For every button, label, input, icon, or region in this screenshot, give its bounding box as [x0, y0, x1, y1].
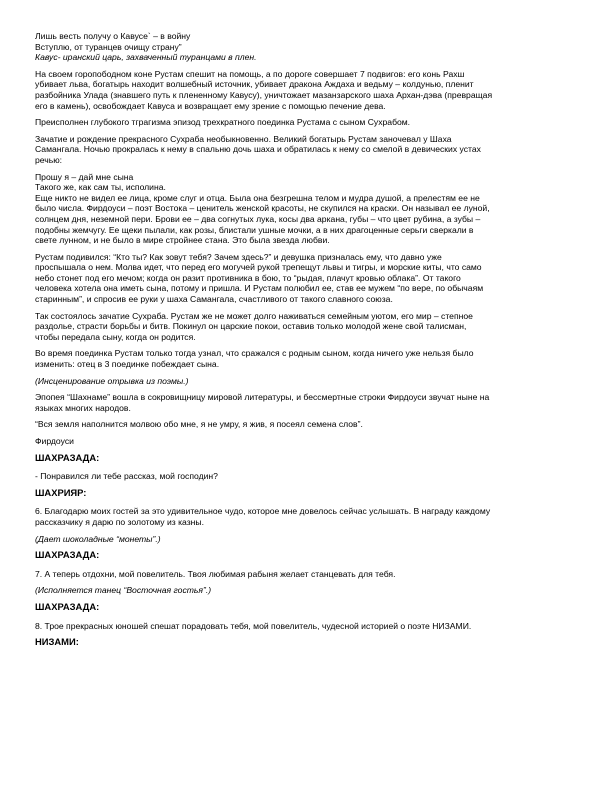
speaker-heading: ШАХРИЯР:	[35, 486, 87, 498]
poem-intro	[35, 31, 583, 63]
text-line: изменить: отец в 3 поединке побеждает сына.	[35, 359, 220, 370]
paragraph-conception	[35, 311, 583, 343]
stage-direction	[35, 534, 583, 545]
text-line: подобны жемчугу. Ее щеки пылали, как розы, блистали ушные мочки, а в них драгоценные серьги сверкали в	[35, 224, 474, 235]
text-line: Эпопея “Шахнаме” вошла в сокровищницу мировой литературы, и бессмертные строки Фирдоуси звучат ныне на	[35, 392, 490, 403]
dialogue-line	[35, 621, 583, 632]
text-line: проспышала о нем. Молва идет, что перед его могучей рукой трепещут львы и тигры, и морские киты, что само	[35, 262, 482, 273]
dialogue-line	[35, 471, 583, 482]
speaker-heading: ШАХРАЗАДА:	[35, 549, 100, 561]
text-line: чтобы передала сыну, когда он родится.	[35, 331, 196, 342]
dialogue-line	[35, 506, 583, 527]
text-line: Прошу я – дай мне сына	[35, 171, 134, 182]
paragraph-shahname	[35, 392, 583, 413]
text-line: 7. А теперь отдохни, мой повелитель. Твоя любимая рабыня желает станцевать для тебя.	[35, 568, 396, 579]
paragraph-seven-feats	[35, 69, 583, 111]
text-line: На своем горопободном коне Рустам спешит на помощь, а по дороге совершает 7 подвигов: его конь Рахш	[35, 68, 465, 79]
text-line: Самангала. Ночью прокралась к нему в спальню дочь шаха и обратилась к нему со смелой в девических устах	[35, 144, 481, 155]
poem-line: Лишь весть получу о Кавусе` – в войну	[35, 31, 191, 41]
paragraph-birth	[35, 134, 583, 166]
text-line: Еще никто не видел ее лица, кроме слуг и отца. Была она безгрешна телом и мудра душой, а прелестям ее не	[35, 192, 480, 203]
text-line: свете лунном, и не было в мире стройнее стана. Это была звезда любви.	[35, 235, 330, 246]
poem-note: Кавус- иранский царь, захваченный туранцами в плен.	[35, 52, 257, 63]
poem-line: Вступлю, от туранцев очищу страну”	[35, 41, 182, 52]
text-line: было числа. Фирдоуси – поэт Востока – ценитель женской красоты, не скупился на краски. Он называл ее луной,	[35, 203, 490, 214]
text-line: небо стонет под его мечом; когда он разит противника в бою, то “рыдая, плачут кровью облака”. От такого	[35, 272, 461, 283]
text-line: разбойника Улада (знавшего путь к плененному Кавусу), уничтожает мазанзарского шаха Архан-дэва (превращая	[35, 89, 493, 100]
text-line: его в камень), освобождает Кавуса и возвращает ему зрение с помощью печение дева.	[35, 100, 386, 111]
text-line: рассказчику я дарю по золотому из казны.	[35, 516, 204, 527]
text-line: убивает льва, богатырь находит волшебный источник, убивает дракона Аждаха и ведьму – колдунью, пленит	[35, 79, 474, 90]
text-line: человека хотела она иметь сына, потому и пришла. И Рустам полюбил ее, став ее мужем “по вере, по обычаям	[35, 283, 484, 294]
stage-direction-text: (Дает шоколадные “монеты”.)	[35, 533, 161, 544]
quote-text: “Вся земля наполнится молвою обо мне, я не умру, я жив, я посеял семена слов”.	[35, 419, 363, 430]
paragraph-duel	[35, 117, 583, 128]
speaker-heading: ШАХРАЗАДА:	[35, 600, 100, 612]
speaker-heading: ШАХРАЗАДА:	[35, 451, 100, 463]
stage-direction	[35, 376, 583, 387]
paragraph-rustam-marriage	[35, 252, 583, 305]
text-line: Во время поединка Рустам только тогда узнал, что сражался с родным сыном, когда ничего уже нельзя было	[35, 348, 474, 359]
document-body	[35, 31, 583, 648]
text-line: - Понравился ли тебе рассказ, мой господин?	[35, 471, 218, 482]
text-line: Преисполнен глубокого тграгизма эпизод трехкратного поединка Рустама с сыном Сухрабом.	[35, 117, 411, 128]
text-line: Такого же, как сам ты, исполина.	[35, 182, 166, 193]
paragraph-princess	[35, 172, 583, 246]
text-line: Так состоялось зачатие Сухраба. Рустам же не может долго наживаться семейным уютом, его мир – степное	[35, 310, 473, 321]
text-line: языках многих народов.	[35, 402, 131, 413]
stage-direction	[35, 585, 583, 596]
quote-author	[35, 436, 583, 447]
text-line: Рустам подивился: “Кто ты? Как зовут тебя? Зачем здесь?” и девушка призналась ему, что давно уже	[35, 251, 442, 262]
speaker-heading: НИЗАМИ:	[35, 636, 79, 648]
paragraph-duel-outcome	[35, 348, 583, 369]
text-line: речью:	[35, 154, 63, 165]
text-line: старинным”, и спросив ее руки у шаха Самангала, счастливого от такого славного союза.	[35, 294, 393, 305]
text-line: 8. Трое прекрасных юношей спешат порадовать тебя, мой повелитель, чудесной историей о поэте НИЗАМИ.	[35, 620, 472, 631]
stage-direction-text: (Исполняется танец “Восточная гостья”.)	[35, 585, 212, 596]
text-line: Зачатие и рождение прекрасного Сухраба необыкновенно. Великий богатырь Рустам заночевал у Шаха	[35, 133, 452, 144]
author-name: Фирдоуси	[35, 436, 74, 446]
quote	[35, 419, 583, 430]
stage-direction-text: (Инсценирование отрывка из поэмы.)	[35, 375, 189, 386]
text-line: солнцем дня, неземной пери. Брови ее – два согнутых лука, косы два аркана, губы – что цвет рубина, а зубы –	[35, 213, 481, 224]
dialogue-line	[35, 569, 583, 580]
text-line: раздолье, страсти борьбы и битв. Покинул он царские покои, оставив только молодой жене свой талисман,	[35, 321, 467, 332]
text-line: 6. Благодарю моих гостей за это удивительное чудо, которое мне довелось сейчас услышать. В награду каждому	[35, 506, 491, 517]
